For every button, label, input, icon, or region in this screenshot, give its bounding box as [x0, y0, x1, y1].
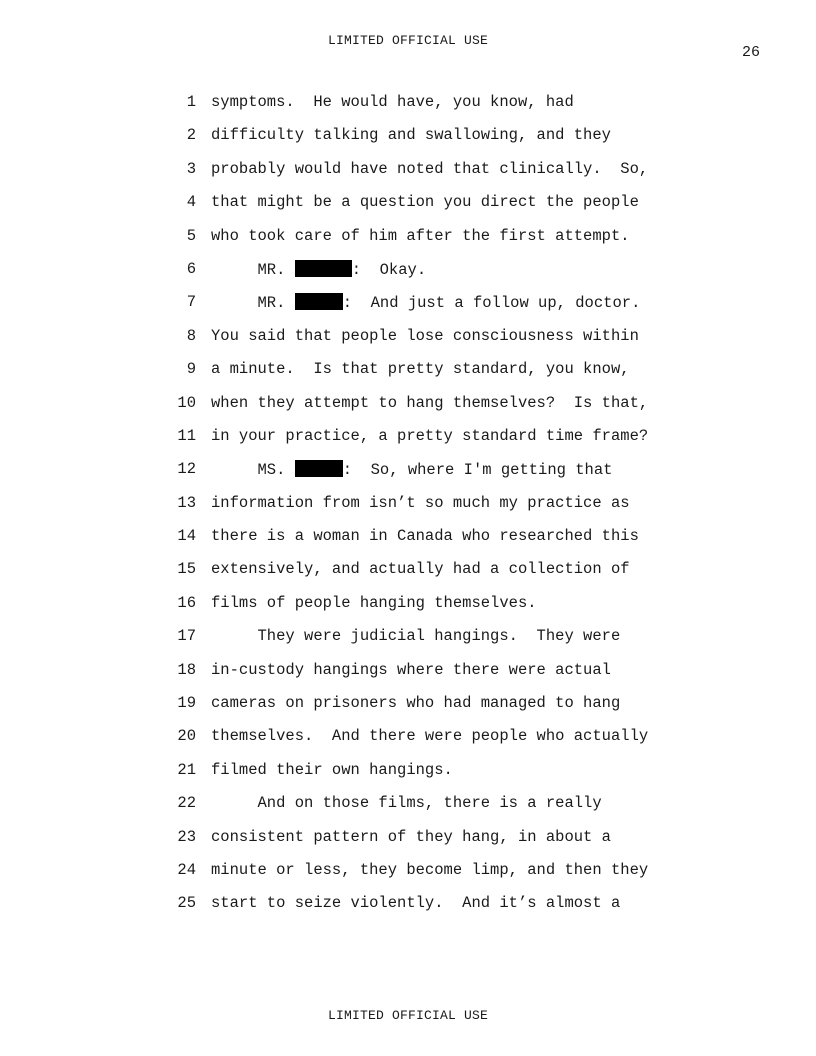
- transcript-line: [0, 594, 816, 627]
- transcript-line: [0, 828, 816, 861]
- line-number: 17: [177, 627, 196, 646]
- speaker-prefix: MR.: [211, 260, 295, 279]
- line-text: in-custody hangings where there were actual: [211, 660, 611, 679]
- transcript-line: [0, 160, 816, 193]
- line-text: probably would have noted that clinically. So,: [211, 159, 649, 178]
- transcript-line: [0, 193, 816, 226]
- line-text: themselves. And there were people who actually: [211, 727, 649, 746]
- line-number: 8: [186, 326, 196, 345]
- transcript-line: [0, 227, 816, 260]
- line-number: 25: [177, 894, 196, 913]
- line-number: 1: [186, 93, 196, 111]
- transcript-line: [0, 360, 816, 393]
- line-number: 5: [186, 226, 196, 245]
- transcript-body: [0, 93, 816, 928]
- line-text: that might be a question you direct the people: [211, 193, 639, 212]
- line-text: [211, 460, 612, 479]
- transcript-line: [0, 427, 816, 460]
- line-text: [211, 260, 426, 279]
- line-text: symptoms. He would have, you know, had: [211, 93, 574, 111]
- redaction-box: [295, 460, 343, 477]
- line-number: 21: [177, 760, 196, 779]
- speaker-prefix: MS.: [211, 461, 295, 480]
- line-number: 13: [177, 493, 196, 512]
- line-number: 4: [186, 193, 196, 212]
- transcript-line: [0, 260, 816, 293]
- line-text: minute or less, they become limp, and then they: [211, 860, 649, 879]
- line-text: [211, 293, 640, 312]
- line-number: 14: [177, 527, 196, 546]
- transcript-line: [0, 661, 816, 694]
- redaction-box: [295, 293, 343, 310]
- line-text: who took care of him after the first attempt.: [211, 226, 630, 245]
- line-number: 22: [177, 794, 196, 813]
- transcript-line: [0, 560, 816, 593]
- speaker-remark: : Okay.: [351, 260, 427, 279]
- speaker-remark: : So, where I'm getting that: [342, 461, 613, 480]
- line-text: extensively, and actually had a collection of: [211, 560, 630, 579]
- line-text: a minute. Is that pretty standard, you know,: [211, 360, 630, 379]
- transcript-line: [0, 794, 816, 827]
- transcript-line: [0, 293, 816, 326]
- line-number: 9: [186, 360, 196, 379]
- speaker-remark: : And just a follow up, doctor.: [342, 294, 641, 313]
- line-text: They were judicial hangings. They were: [211, 627, 621, 646]
- line-number: 7: [186, 293, 196, 312]
- line-text: cameras on prisoners who had managed to hang: [211, 694, 621, 713]
- line-text: there is a woman in Canada who researched this: [211, 527, 639, 546]
- line-text: consistent pattern of they hang, in about a: [211, 827, 611, 846]
- line-number: 24: [177, 860, 196, 879]
- line-text: difficulty talking and swallowing, and they: [211, 126, 611, 145]
- line-text: You said that people lose consciousness within: [211, 326, 639, 345]
- line-number: 6: [186, 259, 196, 278]
- line-text: information from isn’t so much my practice as: [211, 493, 630, 512]
- footer-classification: LIMITED OFFICIAL USE: [327, 1008, 489, 1023]
- transcript-line: [0, 494, 816, 527]
- line-text: in your practice, a pretty standard time frame?: [211, 426, 649, 445]
- transcript-line: [0, 727, 816, 760]
- line-number: 12: [177, 460, 196, 479]
- transcript-line: [0, 694, 816, 727]
- header-classification: LIMITED OFFICIAL USE: [327, 33, 489, 48]
- line-number: 15: [177, 560, 196, 579]
- line-text: filmed their own hangings.: [211, 760, 453, 779]
- line-number: 20: [177, 727, 196, 746]
- line-number: 11: [177, 426, 196, 445]
- transcript-line: [0, 327, 816, 360]
- line-number: 19: [177, 694, 196, 713]
- line-text: And on those films, there is a really: [211, 794, 602, 813]
- line-number: 10: [177, 393, 196, 412]
- transcript-line: [0, 394, 816, 427]
- redaction-box: [295, 260, 352, 277]
- transcript-line: [0, 460, 816, 493]
- line-number: 23: [177, 827, 196, 846]
- page-number: 26: [742, 44, 761, 61]
- line-number: 18: [177, 660, 196, 679]
- transcript-line: [0, 527, 816, 560]
- transcript-line: [0, 126, 816, 159]
- line-number: 16: [177, 593, 196, 612]
- transcript-line: [0, 894, 816, 927]
- line-text: films of people hanging themselves.: [211, 593, 537, 612]
- transcript-line: [0, 627, 816, 660]
- transcript-line: [0, 761, 816, 794]
- line-number: 3: [186, 159, 196, 178]
- transcript-line: [0, 861, 816, 894]
- speaker-prefix: MR.: [211, 294, 295, 313]
- line-text: when they attempt to hang themselves? Is that,: [211, 393, 649, 412]
- transcript-line: [0, 93, 816, 126]
- line-text: start to seize violently. And it’s almost a: [211, 894, 621, 913]
- line-number: 2: [186, 126, 196, 145]
